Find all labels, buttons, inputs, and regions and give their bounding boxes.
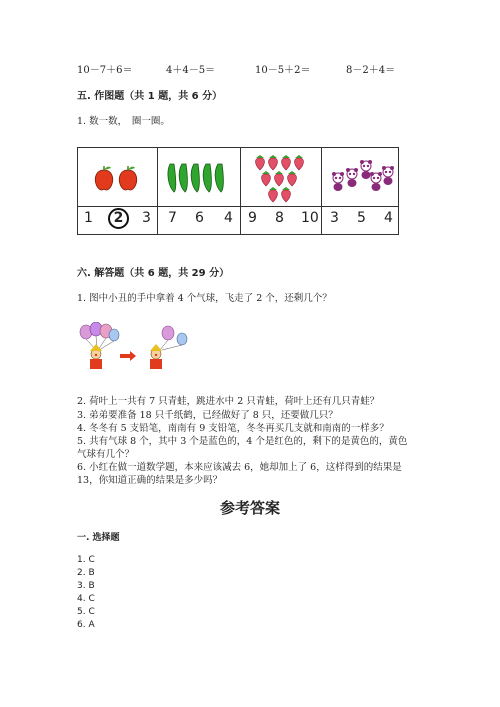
option-1-2[interactable] bbox=[108, 210, 129, 229]
option-3-3[interactable]: 10 bbox=[301, 210, 319, 226]
answer-item: 6. A bbox=[77, 620, 95, 630]
option-3-2[interactable]: 8 bbox=[275, 210, 284, 226]
section-6-question-3: 3. 弟弟要准备 18 只千纸鹤，已经做好了 8 只，还要做几只？ bbox=[77, 410, 338, 421]
answer-item: 5. C bbox=[77, 607, 95, 617]
calc-item-3: 10－5＋2＝ bbox=[255, 65, 311, 76]
answer-item: 2. B bbox=[77, 568, 95, 578]
answer-item: 3. B bbox=[77, 581, 95, 591]
section-6-question-6-line1: 6. 小红在做一道数学题，本来应该减去 6，她却加上了 6，这样得到的结果是 bbox=[77, 462, 402, 473]
clown-balloon-illustration bbox=[76, 322, 196, 370]
apple-icon bbox=[92, 164, 142, 192]
calc-item-2: 4＋4－5＝ bbox=[166, 65, 216, 76]
option-1-3[interactable]: 3 bbox=[142, 210, 151, 226]
section-6-question-2: 2. 荷叶上一共有 7 只青蛙，跳进水中 2 只青蛙，荷叶上还有几只青蛙？ bbox=[77, 396, 380, 407]
section-6-title: 六. 解答题（共 6 题，共 29 分） bbox=[77, 268, 230, 279]
clown-icon bbox=[90, 344, 102, 369]
option-4-1[interactable]: 3 bbox=[330, 210, 339, 226]
section-5-question-1: 1. 数一数， 圈一圈。 bbox=[77, 116, 170, 127]
option-4-3[interactable]: 4 bbox=[384, 210, 393, 226]
strawberry-icon bbox=[252, 152, 308, 204]
balloon-icon bbox=[80, 322, 119, 350]
cucumber-icon bbox=[164, 160, 234, 196]
option-4-2[interactable]: 5 bbox=[357, 210, 366, 226]
circled-answer: 2 bbox=[108, 208, 129, 229]
flying-balloon-icon bbox=[160, 326, 187, 350]
clown-icon-2 bbox=[150, 344, 162, 369]
answer-key-title: 参考答案 bbox=[219, 499, 280, 517]
answer-item: 4. C bbox=[77, 594, 95, 604]
calc-item-4: 8－2＋4＝ bbox=[346, 65, 396, 76]
section-6-question-5-line1: 5. 共有气球 8 个，其中 3 个是蓝色的，4 个是红色的，剩下的是黄色的，黄色 bbox=[77, 436, 408, 447]
counting-table bbox=[77, 147, 399, 235]
arrow-icon bbox=[120, 351, 136, 361]
section-5-title: 五. 作图题（共 1 题，共 6 分） bbox=[77, 91, 223, 102]
calc-item-1: 10－7＋6＝ bbox=[77, 65, 133, 76]
section-6-question-1: 1. 图中小丑的手中拿着 4 个气球，飞走了 2 个，还剩几个？ bbox=[77, 293, 332, 304]
option-2-3[interactable]: 4 bbox=[224, 210, 233, 226]
section-6-question-5-line2: 气球有几个？ bbox=[77, 449, 135, 460]
panda-icon bbox=[326, 158, 396, 198]
section-6-question-4: 4. 冬冬有 5 支铅笔，南南有 9 支铅笔，冬冬再买几支就和南南的一样多？ bbox=[77, 423, 389, 434]
section-6-question-6-line2: 13，你知道正确的结果是多少吗？ bbox=[77, 475, 223, 486]
option-2-1[interactable]: 7 bbox=[168, 210, 177, 226]
answer-item: 1. C bbox=[77, 555, 95, 565]
option-3-1[interactable]: 9 bbox=[248, 210, 257, 226]
option-1-1[interactable]: 1 bbox=[84, 210, 93, 226]
answers-section-1-title: 一. 选择题 bbox=[77, 533, 120, 543]
option-2-2[interactable]: 6 bbox=[195, 210, 204, 226]
